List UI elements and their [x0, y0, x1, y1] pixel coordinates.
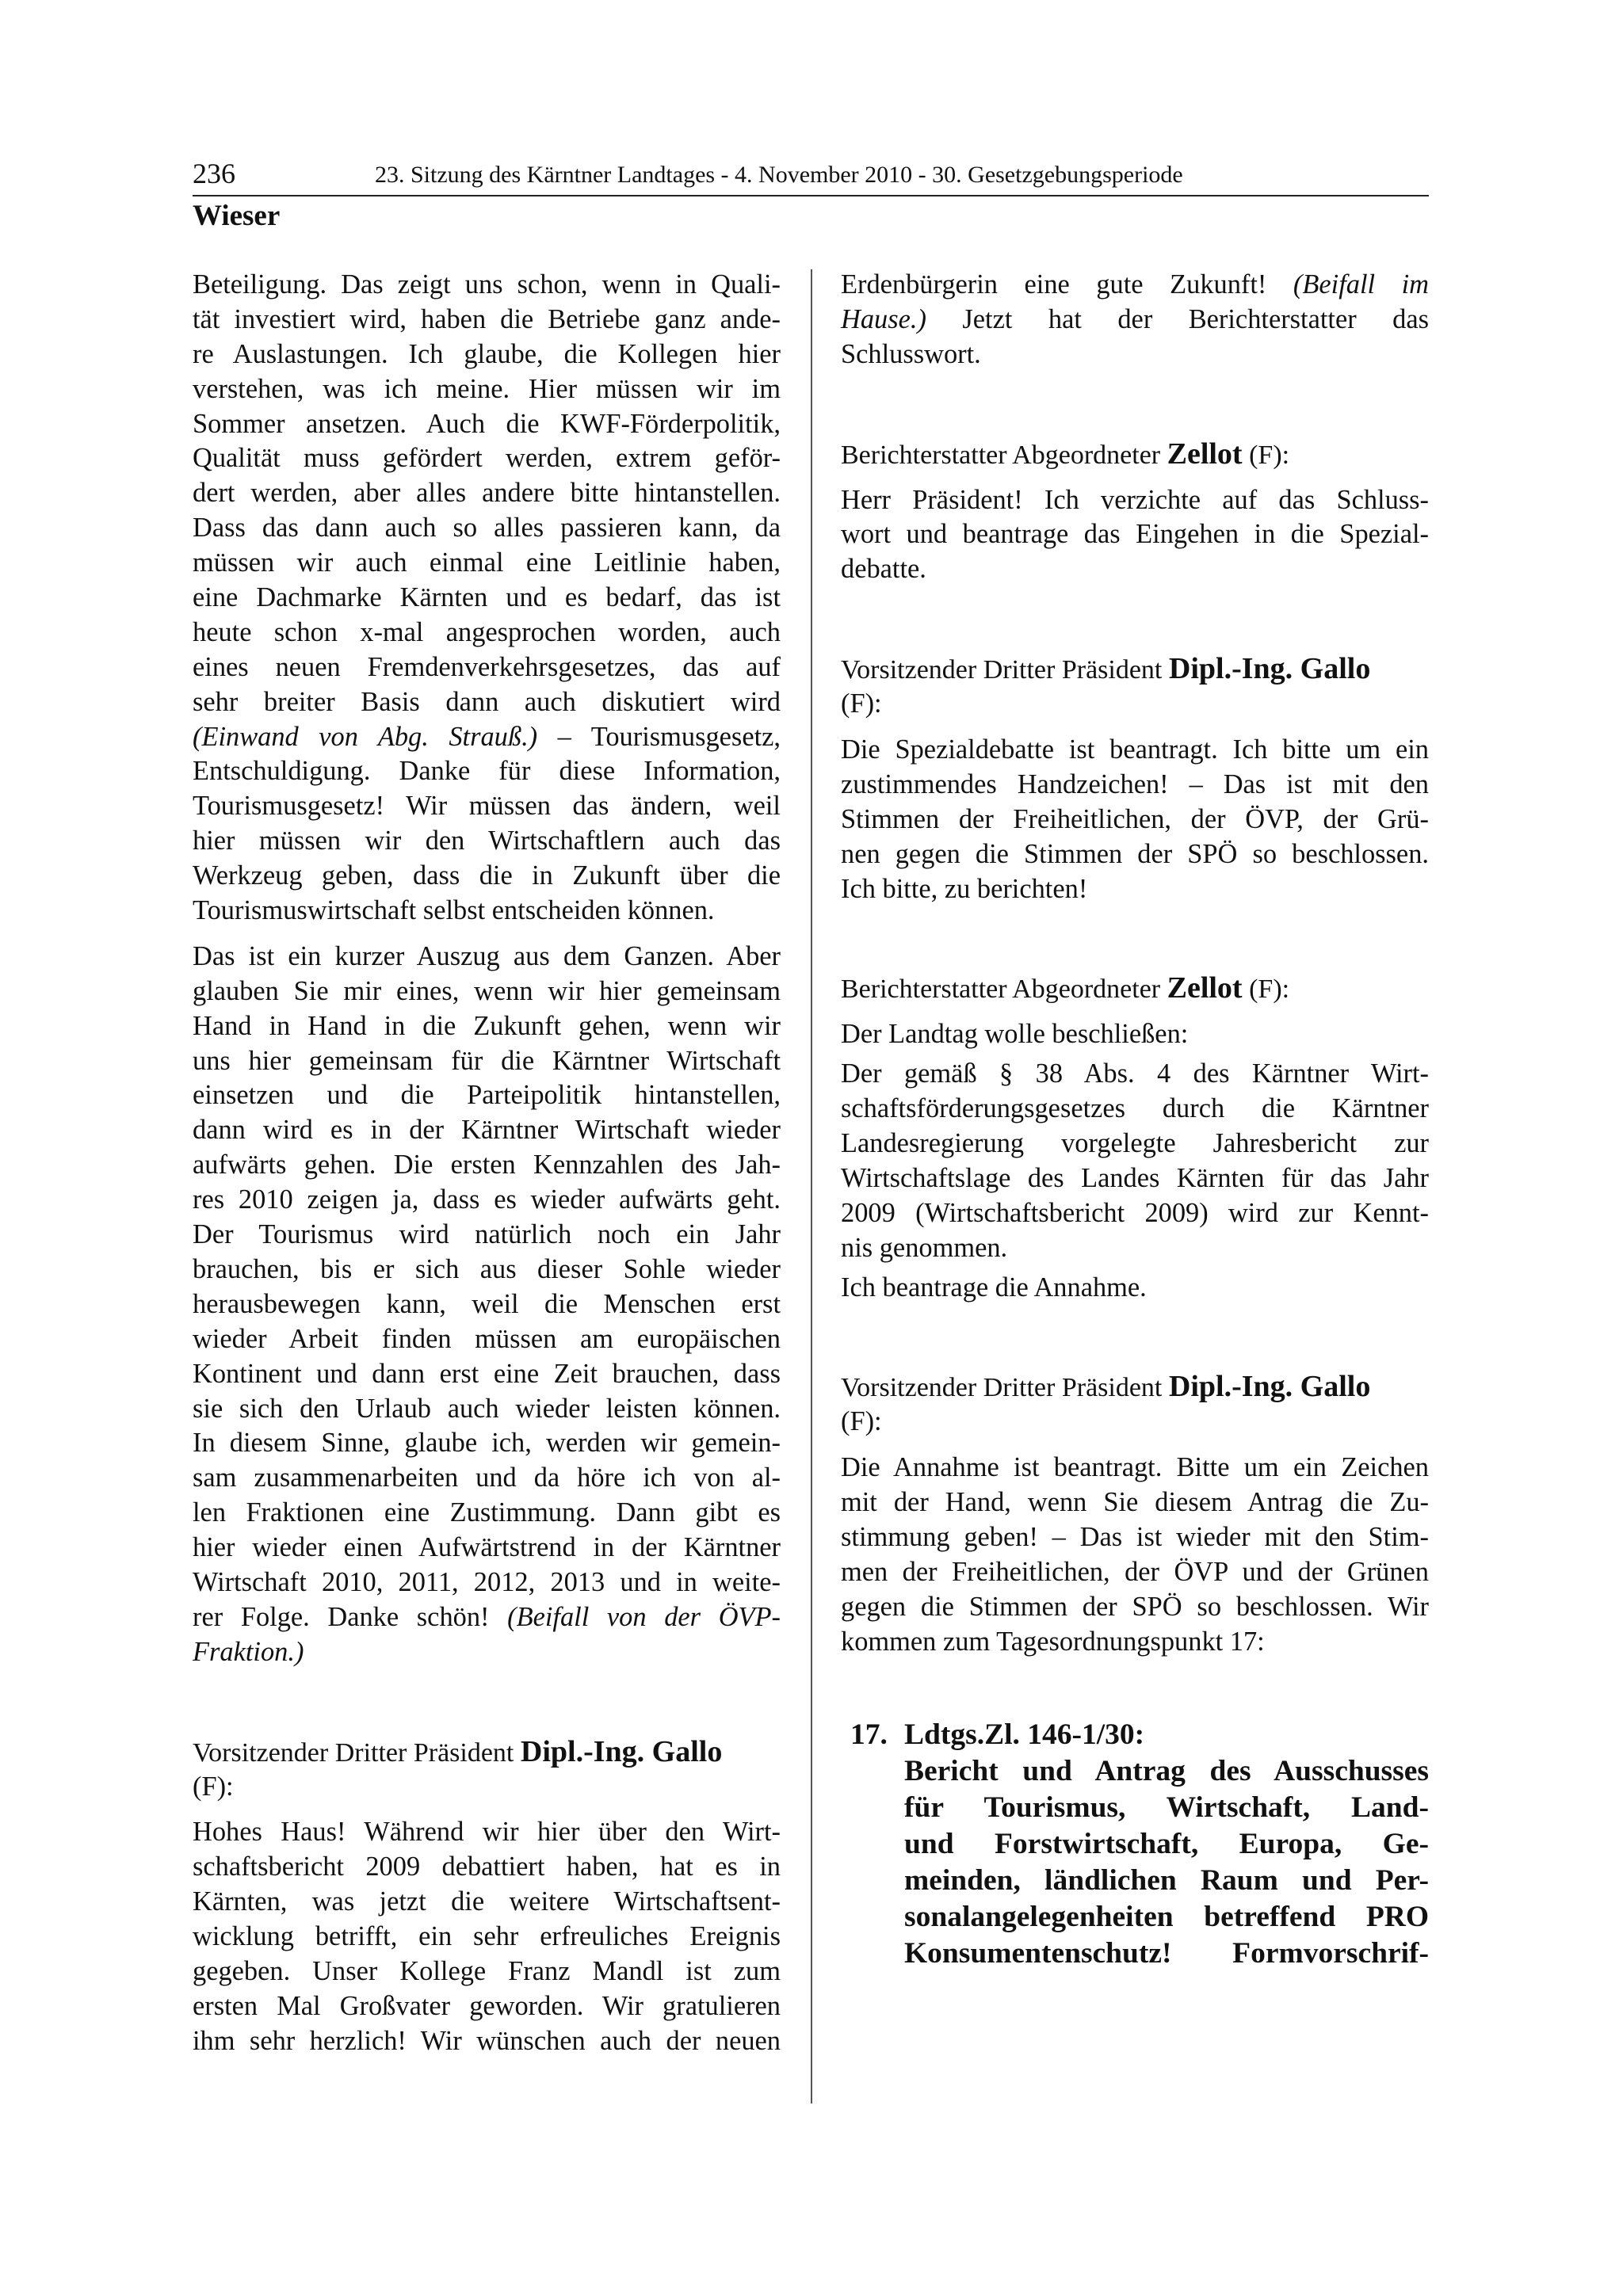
- text-line: Hohes Haus! Während wir hier über den Wirt-: [193, 1817, 781, 1848]
- agenda-item-ref: Ldtgs.Zl. 146-1/30:: [904, 1718, 1145, 1751]
- speaker-party: (F):: [841, 1406, 882, 1437]
- text-line: Qualität muss gefördert werden, extrem geför-: [193, 443, 781, 474]
- speaker-heading: [841, 652, 1429, 722]
- text-line: tät investiert wird, haben die Betriebe ganz ande-: [193, 303, 781, 334]
- text-line: Tourismuswirtschaft selbst entscheiden können.: [193, 895, 715, 926]
- agenda-item-line: Bericht und Antrag des Ausschusses: [904, 1754, 1429, 1787]
- agenda-item-line: Konsumentenschutz! Formvorschrif-: [904, 1936, 1429, 1970]
- paragraph: [841, 733, 1429, 906]
- speaker-heading: [841, 1370, 1429, 1440]
- speaker-name: Zellot: [1167, 437, 1243, 471]
- text-line: Entschuldigung. Danke für diese Information,: [193, 756, 781, 787]
- text-line: sehr breiter Basis dann auch diskutiert wird: [193, 686, 781, 717]
- paragraph: [193, 268, 781, 929]
- paragraph: [841, 268, 1429, 372]
- text-line: [193, 1635, 781, 1670]
- running-title: 23. Sitzung des Kärntner Landtages - 4. November 2010 - 30. Gesetzgebungsperiode: [375, 162, 1183, 188]
- text-line: wicklung betrifft, ein sehr erfreuliches Ereignis: [193, 1921, 781, 1952]
- text-line: res 2010 zeigen ja, dass es wieder aufwärts geht.: [193, 1184, 781, 1215]
- text-line: Sommer ansetzen. Auch die KWF-Förderpolitik,: [193, 408, 781, 439]
- agenda-item-line: für Tourismus, Wirtschaft, Land-: [904, 1791, 1429, 1824]
- text-line: eines neuen Fremdenverkehrsgesetzes, das auf: [193, 651, 781, 682]
- text-line: 2009 (Wirtschaftsbericht 2009) wird zur Kennt-: [841, 1197, 1429, 1228]
- text-line: wieder Arbeit finden müssen am europäischen: [193, 1323, 781, 1354]
- text-line: ihm sehr herzlich! Wir wünschen auch der neuen: [193, 2025, 781, 2056]
- speaker-heading: [841, 437, 1429, 472]
- agenda-item-line: und Forstwirtschaft, Europa, Ge-: [904, 1827, 1429, 1860]
- text-line: hier wieder einen Aufwärtstrend in der Kärntner: [193, 1532, 781, 1563]
- text-line: re Auslastungen. Ich glaube, die Kollegen hier: [193, 338, 781, 369]
- text-line: men der Freiheitlichen, der ÖVP und der Grünen: [841, 1556, 1429, 1587]
- current-speaker: Wieser: [193, 200, 281, 232]
- speaker-role: Berichterstatter Abgeordneter: [841, 974, 1167, 1005]
- text-line: schaftsbericht 2009 debattiert haben, hat es in: [193, 1852, 781, 1882]
- text-line: rer Folge. Danke schön! (Beifall von der ÖVP-: [193, 1601, 781, 1632]
- text-line: gegen die Stimmen der SPÖ so beschlossen. Wir: [841, 1591, 1429, 1622]
- paragraph: [841, 1057, 1429, 1265]
- agenda-item-number: 17.: [850, 1718, 888, 1751]
- text-line: ersten Mal Großvater geworden. Wir gratulieren: [193, 1990, 781, 2021]
- left-column: [193, 268, 781, 2059]
- interjection: (Beifall von der ÖVP-: [507, 1601, 781, 1632]
- right-column: [841, 268, 1429, 1972]
- speaker-party: (F):: [1242, 974, 1290, 1005]
- agenda-item-line: meinden, ländlichen Raum und Per-: [904, 1863, 1429, 1897]
- text-line: verstehen, was ich meine. Hier müssen wir im: [193, 373, 781, 404]
- text-line: Beteiligung. Das zeigt uns schon, wenn in Quali-: [193, 269, 781, 299]
- text-line: Werkzeug geben, dass die in Zukunft über die: [193, 860, 781, 891]
- text-line: Die Spezialdebatte ist beantragt. Ich bitte um ein: [841, 734, 1429, 765]
- text-line: Stimmen der Freiheitlichen, der ÖVP, der Grü-: [841, 803, 1429, 834]
- agenda-item: [841, 1717, 1429, 1972]
- text-line: Der gemäß § 38 Abs. 4 des Kärntner Wirt-: [841, 1058, 1429, 1089]
- interjection: Hause.): [841, 303, 926, 334]
- text-line: nis genommen.: [841, 1232, 1008, 1263]
- text-line: gegeben. Unser Kollege Franz Mandl ist zum: [193, 1955, 781, 1986]
- text-line: debatte.: [841, 554, 926, 585]
- text-line: Landesregierung vorgelegte Jahresbericht zur: [841, 1128, 1429, 1159]
- text-line: Der Tourismus wird natürlich noch ein Jahr: [193, 1219, 781, 1250]
- text-line: hier müssen wir den Wirtschaftlern auch das: [193, 826, 781, 856]
- speaker-name: Dipl.-Ing. Gallo: [520, 1734, 723, 1768]
- text-line: Wirtschaftslage des Landes Kärnten für das Jahr: [841, 1162, 1429, 1193]
- text-line: kommen zum Tagesordnungspunkt 17:: [841, 1626, 1265, 1657]
- text-line: Erdenbürgerin eine gute Zukunft! (Beifall im: [841, 269, 1429, 299]
- text-line: Die Annahme ist beantragt. Bitte um ein Zeichen: [841, 1452, 1429, 1483]
- speaker-role: Vorsitzender Dritter Präsident: [841, 1373, 1169, 1403]
- speaker-party: (F):: [1242, 440, 1290, 470]
- text-line: einsetzen und die Parteipolitik hintanstellen,: [193, 1080, 781, 1111]
- text-line: (Einwand von Abg. Strauß.) – Tourismusgesetz,: [193, 721, 781, 752]
- text-line: heute schon x-mal angesprochen worden, auch: [193, 616, 781, 647]
- paragraph: [193, 940, 781, 1670]
- text-line: Wirtschaft 2010, 2011, 2012, 2013 und in weite-: [193, 1566, 781, 1597]
- text-line: aufwärts gehen. Die ersten Kennzahlen des Jah-: [193, 1150, 781, 1180]
- speaker-role: Berichterstatter Abgeordneter: [841, 440, 1167, 470]
- text-line: Hand in Hand in die Zukunft gehen, wenn wir: [193, 1010, 781, 1041]
- speaker-name: Dipl.-Ing. Gallo: [1168, 1370, 1371, 1404]
- paragraph: [841, 1451, 1429, 1659]
- text-line: wort und beantrage das Eingehen in die Spezial-: [841, 519, 1429, 550]
- speaker-party: (F):: [193, 1771, 234, 1802]
- speaker-role: Vorsitzender Dritter Präsident: [193, 1737, 521, 1768]
- speaker-name: Dipl.-Ing. Gallo: [1168, 652, 1371, 686]
- agenda-item-line: sonalangelegenheiten betreffend PRO: [904, 1900, 1429, 1933]
- speaker-heading: [193, 1735, 781, 1805]
- text-line: Ich beantrage die Annahme.: [841, 1272, 1147, 1302]
- text-line: Ich bitte, zu berichten!: [841, 873, 1088, 904]
- text-line: dert werden, aber alles andere bitte hintanstellen.: [193, 478, 781, 509]
- text-line: Dass das dann auch so alles passieren kann, da: [193, 513, 781, 543]
- text-line: len Fraktionen eine Zustimmung. Dann gibt es: [193, 1497, 781, 1528]
- text-line: brauchen, bis er sich aus dieser Sohle wieder: [193, 1253, 781, 1284]
- text-line: In diesem Sinne, glaube ich, werden wir gemein-: [193, 1428, 781, 1459]
- interjection: (Beifall im: [1293, 269, 1429, 299]
- text-line: müssen wir auch einmal eine Leitlinie haben,: [193, 547, 781, 578]
- text-line: Schlusswort.: [841, 338, 981, 369]
- text-line: sam zusammenarbeiten und da höre ich von al-: [193, 1463, 781, 1493]
- text-line: Kärnten, was jetzt die weitere Wirtschaftsent-: [193, 1886, 781, 1917]
- text-line: zustimmendes Handzeichen! – Das ist mit den: [841, 769, 1429, 799]
- page-number: 236: [193, 158, 235, 189]
- text-line: eine Dachmarke Kärnten und es bedarf, das ist: [193, 582, 781, 613]
- text-line: Hause.) Jetzt hat der Berichterstatter das: [841, 303, 1429, 334]
- text-line: Kontinent und dann erst eine Zeit brauchen, dass: [193, 1358, 781, 1389]
- speaker-name: Zellot: [1167, 971, 1243, 1005]
- text-line: stimmung geben! – Das ist wieder mit den Stim-: [841, 1522, 1429, 1553]
- interjection: (Einwand von Abg. Strauß.): [193, 721, 538, 752]
- paragraph: [193, 1815, 781, 2058]
- page-header: [193, 155, 1429, 196]
- interjection: Fraktion.): [193, 1636, 304, 1667]
- text-line: nen gegen die Stimmen der SPÖ so beschlossen.: [841, 838, 1429, 869]
- text-line: uns hier gemeinsam für die Kärntner Wirtschaft: [193, 1045, 781, 1076]
- text-line: Tourismusgesetz! Wir müssen das ändern, weil: [193, 791, 781, 822]
- speaker-heading: [841, 971, 1429, 1006]
- text-line: schaftsförderungsgesetzes durch die Kärntner: [841, 1093, 1429, 1124]
- text-line: Herr Präsident! Ich verzichte auf das Schluss-: [841, 484, 1429, 515]
- text-line: dann wird es in der Kärntner Wirtschaft wieder: [193, 1115, 781, 1146]
- text-line: glauben Sie mir eines, wenn wir hier gemeinsam: [193, 975, 781, 1006]
- paragraph: [841, 483, 1429, 588]
- text-line: herausbewegen kann, weil die Menschen erst: [193, 1288, 781, 1319]
- speaker-party: (F):: [841, 688, 882, 719]
- text-line: mit der Hand, wenn Sie diesem Antrag die Zu-: [841, 1487, 1429, 1518]
- text-line: Das ist ein kurzer Auszug aus dem Ganzen. Aber: [193, 940, 781, 971]
- text-line: Der Landtag wolle beschließen:: [841, 1019, 1189, 1050]
- speaker-role: Vorsitzender Dritter Präsident: [841, 655, 1169, 685]
- text-line: sie sich den Urlaub auch wieder leisten können.: [193, 1393, 781, 1424]
- column-divider: [811, 269, 812, 2103]
